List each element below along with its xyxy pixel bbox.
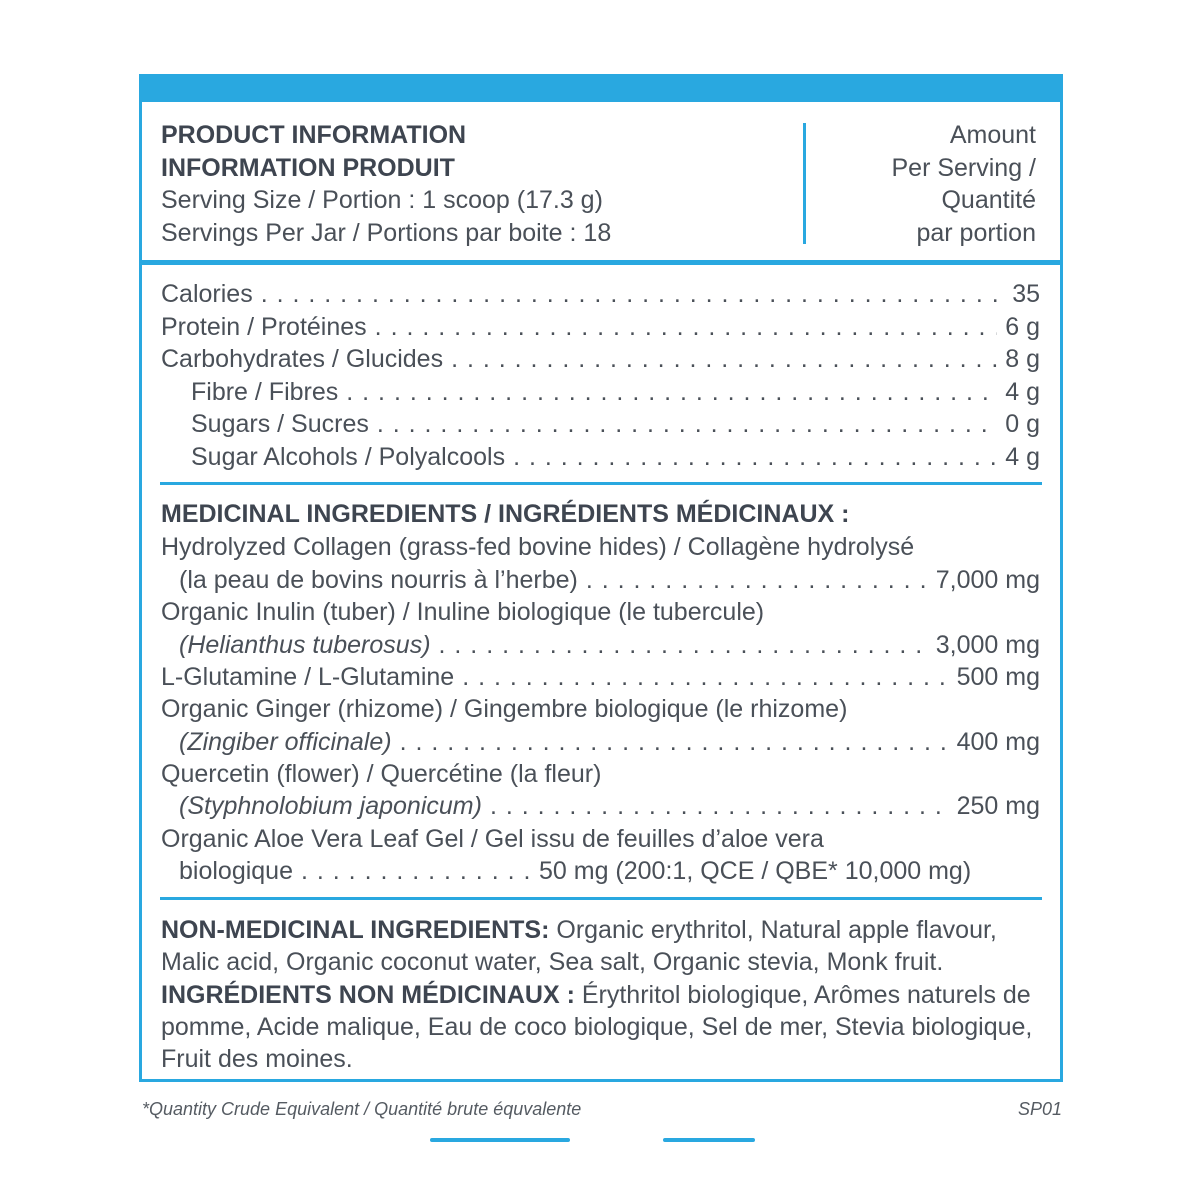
nutrition-value: 4 g	[1005, 378, 1040, 406]
servings-per-jar: Servings Per Jar / Portions par boite : 18	[161, 218, 612, 247]
amount-line: Quantité	[941, 186, 1036, 214]
nutrition-label: Sugars / Sucres	[191, 410, 369, 438]
nutrition-value: 35	[1012, 280, 1040, 308]
medicinal-line2: (Zingiber officinale)	[179, 728, 392, 756]
medicinal-line1: Organic Aloe Vera Leaf Gel / Gel issu de feuilles d’aloe vera	[161, 825, 824, 853]
medicinal-line1: L-Glutamine / L-Glutamine	[161, 663, 455, 691]
nutrition-label: Fibre / Fibres	[191, 378, 339, 406]
amount-line: Per Serving /	[891, 153, 1036, 182]
header-left	[161, 119, 611, 249]
medicinal-line1: Organic Ginger (rhizome) / Gingembre biologique (le rhizome)	[161, 695, 848, 723]
nutrition-value: 8 g	[1005, 345, 1040, 373]
medicinal-line2: (Styphnolobium japonicum)	[179, 792, 482, 820]
nutrition-label: Sugar Alcohols / Polyalcools	[191, 443, 506, 471]
medicinal-value: 50 mg (200:1, QCE / QBE* 10,000 mg)	[539, 857, 972, 885]
nutrition-row-protein	[161, 311, 1040, 343]
footnote: *Quantity Crude Equivalent / Quantité brute équvalente	[142, 1099, 582, 1119]
medicinal-line1: Organic Inulin (tuber) / Inuline biologique (le tubercule)	[161, 598, 765, 626]
medicinal-value: 500 mg	[956, 663, 1040, 691]
medicinal-value: 250 mg	[956, 792, 1040, 820]
medicinal-heading: MEDICINAL INGREDIENTS / INGRÉDIENTS MÉDICINAUX :	[161, 500, 850, 528]
serving-size: Serving Size / Portion : 1 scoop (17.3 g)	[161, 186, 603, 214]
nutrition-value: 0 g	[1005, 410, 1040, 438]
medicinal-line2: (Helianthus tuberosus)	[179, 631, 431, 659]
medicinal-row-quercetin	[179, 790, 1040, 822]
nutrition-label: Protein / Protéines	[161, 313, 367, 341]
non-medicinal-ingredients	[161, 914, 1041, 1075]
medicinal-separator	[160, 897, 1042, 900]
medicinal-value: 400 mg	[956, 728, 1040, 756]
non-medicinal-text-fr: Érythritol biologique, Arômes naturels de pomme, Acide malique, Eau de coco biologique, Sel de mer, Stevia biologique, Fruit des moines.	[161, 980, 1033, 1074]
medicinal-row-collagen	[179, 564, 1040, 596]
non-medicinal-heading-fr: INGRÉDIENTS NON MÉDICINAUX :	[161, 980, 575, 1009]
product-information-panel	[139, 74, 1063, 1082]
amount-line: par portion	[916, 218, 1036, 247]
medicinal-row-aloe	[179, 855, 1040, 887]
nutrition-value: 6 g	[1005, 313, 1040, 341]
header-divider	[803, 123, 806, 244]
medicinal-line1: Hydrolyzed Collagen (grass-fed bovine hides) / Collagène hydrolysé	[161, 533, 915, 561]
product-code: SP01	[1017, 1099, 1062, 1119]
nutrition-label: Carbohydrates / Glucides	[161, 345, 444, 373]
top-accent-bar	[142, 74, 1060, 102]
medicinal-row-glutamine	[161, 661, 1040, 693]
nutrition-row-calories	[161, 278, 1040, 310]
title-en: PRODUCT INFORMATION	[161, 121, 467, 149]
nutrition-label: Calories	[161, 280, 253, 308]
nutrition-row-sugars	[191, 408, 1040, 440]
header-separator	[142, 260, 1060, 265]
medicinal-row-inulin	[179, 629, 1040, 661]
nutrition-separator	[160, 482, 1042, 485]
non-medicinal-heading-en: NON-MEDICINAL INGREDIENTS:	[161, 916, 550, 944]
header-section	[142, 119, 1060, 259]
medicinal-line1: Quercetin (flower) / Quercétine (la fleur)	[161, 760, 602, 788]
medicinal-row-ginger	[179, 726, 1040, 758]
amount-line: Amount	[949, 121, 1036, 149]
nutrition-row-fibre	[191, 376, 1040, 408]
medicinal-line2: biologique	[179, 857, 293, 885]
amount-per-serving	[891, 119, 1036, 249]
bottom-tab-mark	[430, 1138, 570, 1142]
nutrition-value: 4 g	[1005, 443, 1040, 471]
nutrition-row-carbohydrates	[161, 343, 1040, 375]
title-fr: INFORMATION PRODUIT	[161, 153, 455, 182]
medicinal-value: 3,000 mg	[935, 631, 1040, 659]
non-medicinal-text-en: Organic erythritol, Natural apple flavour, Malic acid, Organic coconut water, Sea salt, Organic stevia, Monk fruit.	[161, 916, 997, 977]
medicinal-value: 7,000 mg	[935, 566, 1040, 594]
nutrition-row-sugar-alcohols	[191, 441, 1040, 473]
bottom-tab-mark	[663, 1138, 755, 1142]
medicinal-line2: (la peau de bovins nourris à l’herbe)	[179, 566, 578, 594]
